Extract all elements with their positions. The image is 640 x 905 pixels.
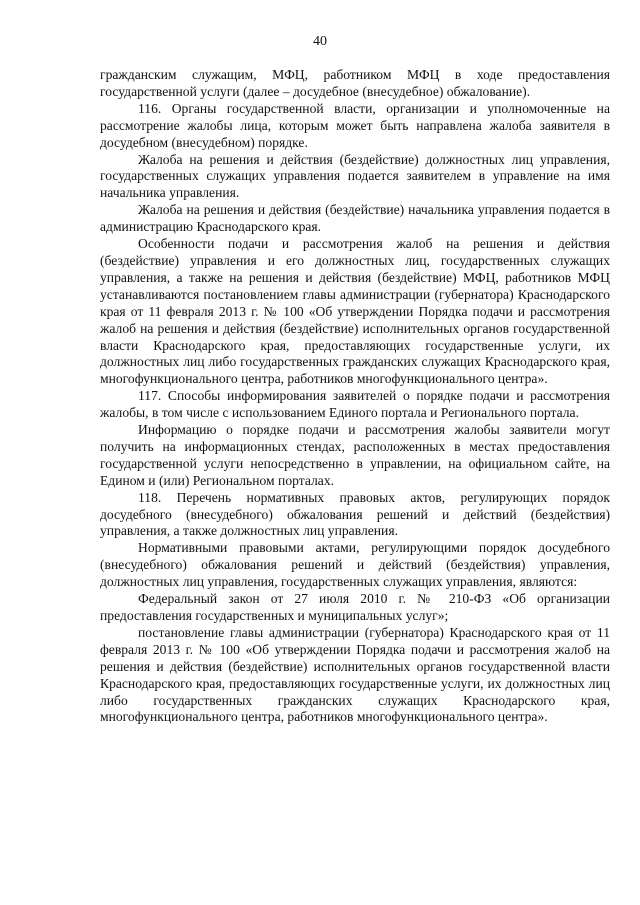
document-body (100, 67, 610, 726)
paragraph-complaint-head: Жалоба на решения и действия (бездействие) начальника управления подается в администрацию Краснодарского края. (100, 202, 610, 235)
paragraph-117: 117. Способы информирования заявителей о порядке подачи и рассмотрения жалобы, в том числе с использованием Единого портала и Регионального портала. (100, 388, 610, 421)
paragraph-information: Информацию о порядке подачи и рассмотрения жалобы заявители могут получить на информационных стендах, расположенных в местах предоставления государственной услуги непосредственно в управлении, на официальном сайте, на Едином и (или) Региональном порталах. (100, 422, 610, 488)
paragraph-118: 118. Перечень нормативных правовых актов, регулирующих порядок досудебного (внесудебного) обжалования решений и действий (бездействия) управления, а также должностных лиц управления. (100, 489, 610, 539)
paragraph-complaint-officials: Жалоба на решения и действия (бездействие) должностных лиц управления, государственных служащих управления подается заявителем в управление на имя начальника управления. (100, 151, 610, 201)
page-number: 40 (313, 34, 327, 49)
paragraph-normative-acts: Нормативными правовыми актами, регулирующими порядок досудебного (внесудебного) обжалования решений и действий (бездействия) управления, должностных лиц управления, государственных служащих управления, являются: (100, 540, 610, 590)
paragraph-116: 116. Органы государственной власти, организации и уполномоченные на рассмотрение жалобы лица, которым может быть направлена жалоба заявителя в досудебном (внесудебном) порядке. (100, 100, 610, 150)
paragraph-federal-law: Федеральный закон от 27 июля 2010 г. № 210-ФЗ «Об организации предоставления государственных и муниципальных услуг»; (100, 591, 610, 623)
paragraph-continuation: гражданским служащим, МФЦ, работником МФЦ в ходе предоставления государственной услуги (далее – досудебное (внесудебное) обжалование). (100, 67, 610, 99)
paragraph-specifics: Особенности подачи и рассмотрения жалоб на решения и действия (бездействие) управления и его должностных лиц, государственных служащих управления, а также на решения и действия (бездействие) МФЦ, работников МФЦ устанавливаются постановлением главы администрации (губернатора) Краснодарского края от 11 февраля 2013 г. № 100 «Об утверждении Порядка подачи и рассмотрения жалоб на решения и действия (бездействие) исполнительных органов государственной власти Краснодарского края, предоставляющих государственные услуги, их должностных лиц либо государственных гражданских служащих Краснодарского края, многофункционального центра, работников многофункционального центра». (100, 236, 610, 387)
paragraph-resolution: постановление главы администрации (губернатора) Краснодарского края от 11 февраля 2013 г. № 100 «Об утверждении Порядка подачи и рассмотрения жалоб на решения и действия (бездействие) исполнительных органов государственной власти Краснодарского края, предоставляющих государственные услуги, их должностных лиц либо государственных гражданских служащих Краснодарского края, многофункционального центра, работников многофункционального центра». (100, 624, 610, 725)
